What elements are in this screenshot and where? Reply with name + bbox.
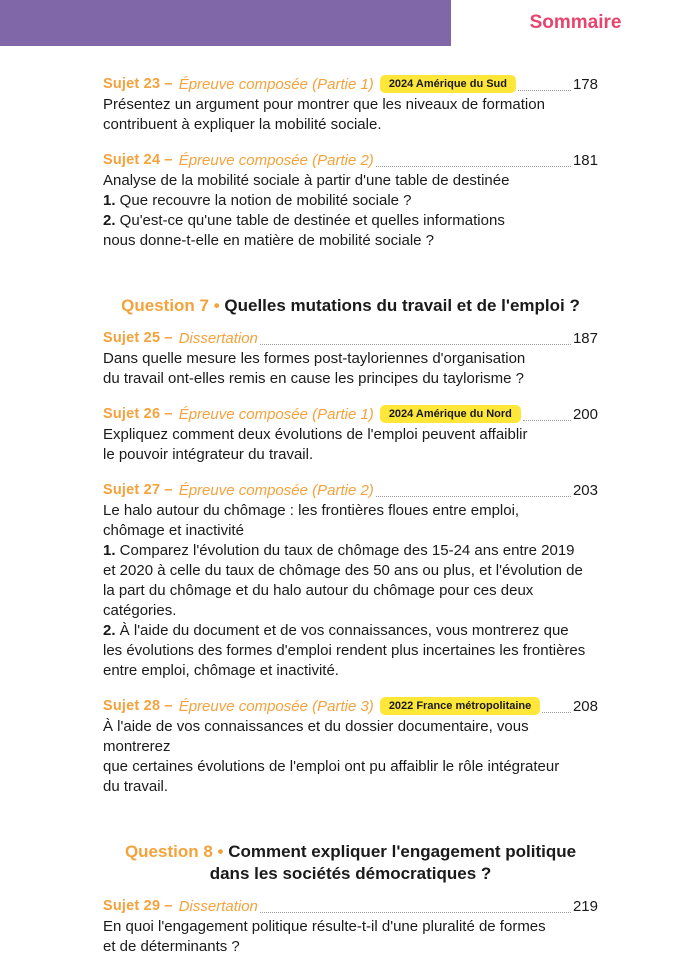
page-number: 203 [572, 481, 598, 499]
exam-badge: 2022 France métropolitaine [380, 697, 540, 715]
sujet-label: Sujet 27 – [103, 482, 173, 498]
dot-leader [376, 154, 571, 167]
tab-sommaire[interactable] [451, 0, 700, 46]
question-7-heading: Question 7 • Quelles mutations du travail et de l'emploi ? [121, 296, 580, 315]
sujet-type: Épreuve composée (Partie 3) [178, 697, 374, 715]
page-number: 187 [572, 329, 598, 347]
sujet-description: Expliquez comment deux évolutions de l'emploi peuvent affaiblir le pouvoir intégrateur du travail. [103, 426, 528, 463]
sujet-label: Sujet 29 – [103, 898, 173, 914]
sujet-description: Le halo autour du chômage : les frontières floues entre emploi, chômage et inactivité 1. Comparez l'évolution du taux de chômage des 15-24 ans entre 2019 et 2020 à celle du taux de chômage des 50 ans ou plus, et l'évolution de la part du chômage et du halo autour du chômage pour ces deux catégories. 2. À l'aide du document et de vos connaissances, vous montrerez que les évolutions des formes d'emploi rendent plus incertaines les frontières entre emploi, chômage et inactivité. [103, 502, 586, 679]
sujet-label: Sujet 23 – [103, 76, 173, 92]
dot-leader [260, 900, 571, 913]
sujet-type: Épreuve composée (Partie 2) [178, 151, 374, 169]
dot-leader [542, 700, 571, 713]
dot-leader [518, 78, 571, 91]
toc-entry-sujet-25[interactable] [103, 327, 598, 389]
toc-entry-sujet-29[interactable] [103, 895, 598, 957]
table-of-contents [103, 73, 598, 971]
sujet-label: Sujet 26 – [103, 406, 173, 422]
toc-entry-sujet-23[interactable] [103, 73, 598, 135]
sujet-description: Dans quelle mesure les formes post-tayloriennes d'organisation du travail ont-elles remis en cause les principes du taylorisme ? [103, 350, 526, 387]
toc-entry-sujet-24[interactable] [103, 149, 598, 251]
page-number: 181 [572, 151, 598, 169]
page-number: 219 [572, 897, 598, 915]
dot-leader [523, 408, 571, 421]
sujet-description: Analyse de la mobilité sociale à partir d'une table de destinée 1. Que recouvre la notion de mobilité sociale ? 2. Qu'est-ce qu'une table de destinée et quelles informations nous donne-t-elle en matière de mobilité sociale ? [103, 172, 510, 249]
question-8-heading: Question 8 • Comment expliquer l'engagement politique dans les sociétés démocratiques ? [124, 842, 577, 883]
page-number: 178 [572, 75, 598, 93]
sujet-type: Épreuve composée (Partie 1) [178, 75, 374, 93]
sujet-type: Épreuve composée (Partie 1) [178, 405, 374, 423]
sujet-description: En quoi l'engagement politique résulte-t-il d'une pluralité de formes et de déterminants ? [103, 918, 546, 955]
tab-sommaire-label: Sommaire [529, 12, 622, 33]
dot-leader [376, 484, 571, 497]
page-number: 208 [572, 697, 598, 715]
page-number: 200 [572, 405, 598, 423]
sujet-description: Présentez un argument pour montrer que les niveaux de formation contribuent à expliquer la mobilité sociale. [103, 96, 545, 133]
sujet-type: Épreuve composée (Partie 2) [178, 481, 374, 499]
toc-entry-sujet-27[interactable] [103, 479, 598, 681]
sujet-description: À l'aide de vos connaissances et du dossier documentaire, vous montrerez que certaines évolutions de l'emploi ont pu affaiblir le rôle intégrateur du travail. [103, 718, 560, 795]
exam-badge: 2024 Amérique du Nord [380, 405, 521, 423]
sujet-label: Sujet 25 – [103, 330, 173, 346]
sujet-type: Dissertation [178, 897, 258, 915]
sujet-type: Dissertation [178, 329, 258, 347]
toc-entry-sujet-28[interactable] [103, 695, 598, 797]
sujet-label: Sujet 28 – [103, 698, 173, 714]
dot-leader [260, 332, 571, 345]
sujet-label: Sujet 24 – [103, 152, 173, 168]
toc-entry-sujet-26[interactable] [103, 403, 598, 465]
exam-badge: 2024 Amérique du Sud [380, 75, 516, 93]
